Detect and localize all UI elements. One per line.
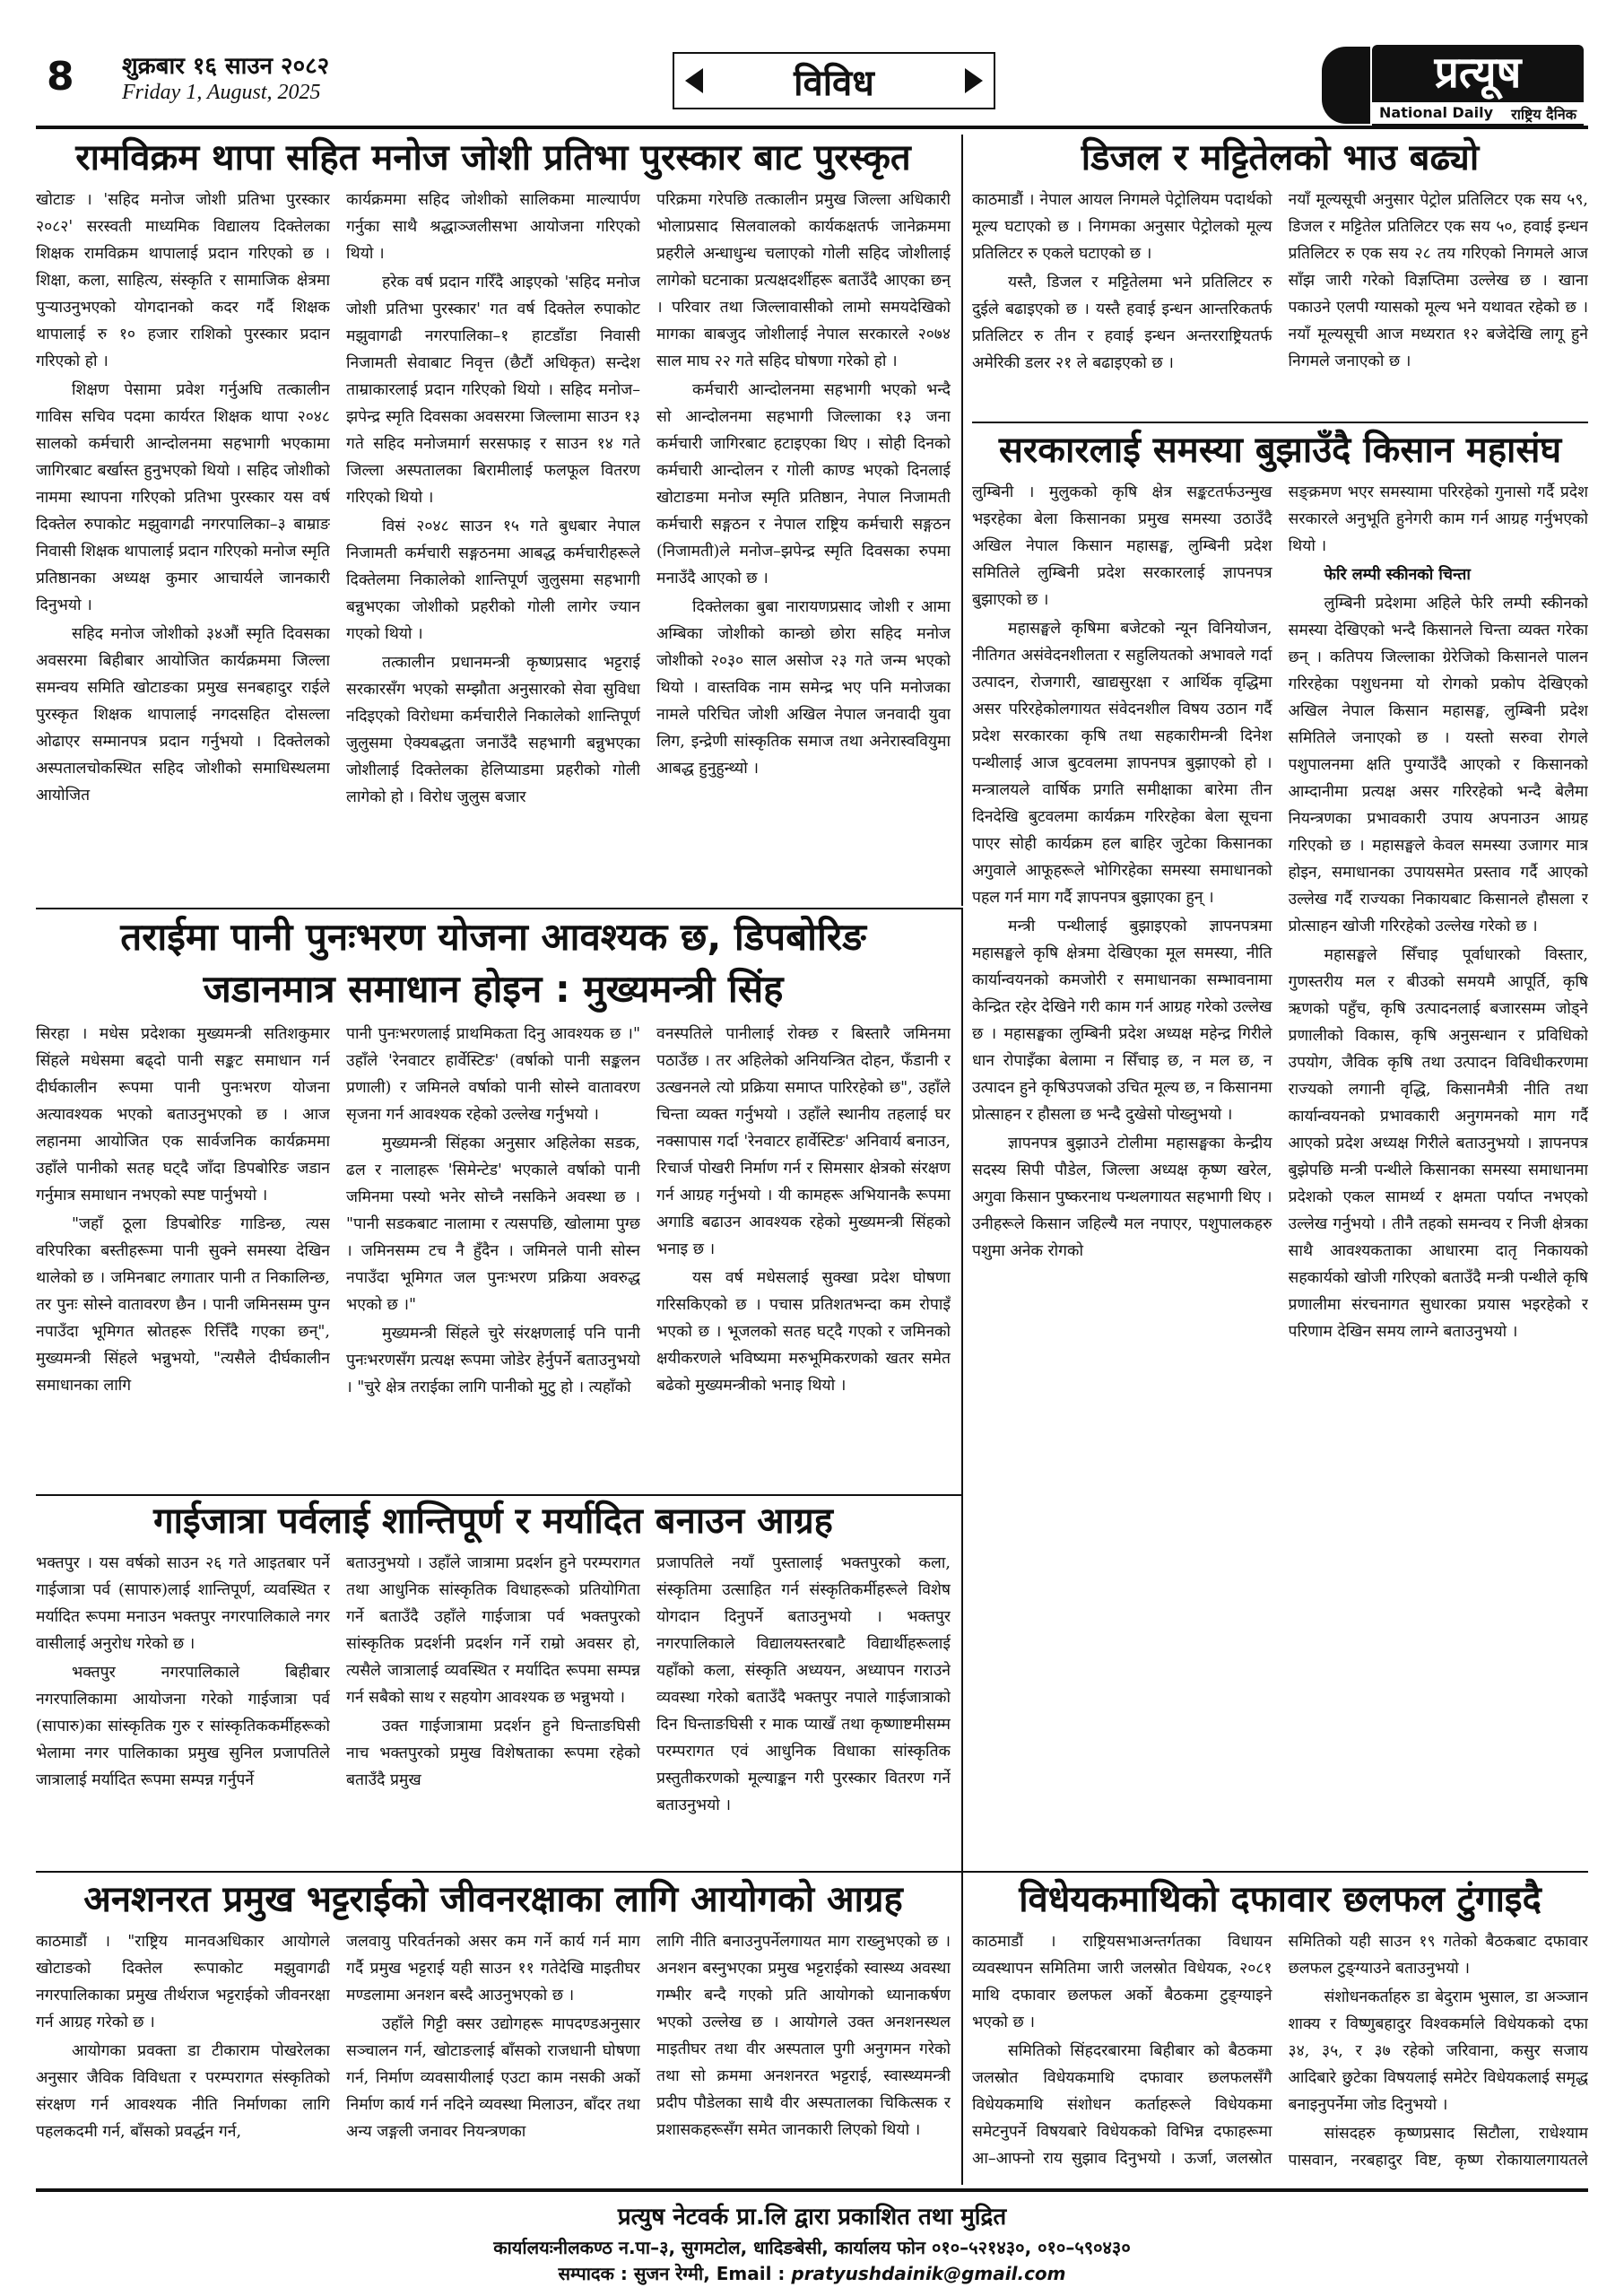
article-hunger-strike xyxy=(36,1876,951,2181)
paragraph: हरेक वर्ष प्रदान गरिँदै आइएको 'सहिद मनोज जोशी प्रतिभा पुरस्कार' गत वर्ष दिक्तेल रुपाकोट मझुवागढी नगरपालिका–१ हाटडाँडा निवासी निजामती सेवाबाट निवृत्त (छैटौं अधिकृत) सन्देश ताम्राकारलाई प्रदान गरिएको थियो । सहिद मनोज–झपेन्द्र स्मृति दिवसका अवसरमा जिल्लामा साउन १३ गते सहिद मनोजमार्ग सरसफाइ र साउन १४ गते जिल्ला अस्पतालका बिरामीलाई फलफूल वितरण गरिएको थियो । xyxy=(346,274,640,507)
office-address: कार्यालयःनीलकण्ठ न.पा–३, सुगमटोल, धादिङबेसी, कार्यालय फोन ०१०–५२१४३०, ०१०–५९०४३० xyxy=(493,2237,1131,2258)
paragraph: संशोधनकर्ताहरु डा बेदुराम भुसाल, डा अञ्जान शाक्य र विष्णुबहादुर विश्वकर्माले विधेयकको दफा ३४, ३५, र ३७ रहेको जरिवाना, कसुर सजाय आदिबारे छुटेका विषयलाई समेटेर विधेयकलाई समृद्ध बनाइनुपर्नेमा जोड दिनुभयो । xyxy=(1288,1988,1588,2114)
article-divider xyxy=(36,908,961,909)
article-terai-water xyxy=(36,911,951,1494)
date-nepali: शुक्रबार १६ साउन २०८२ xyxy=(122,53,330,80)
headline-terai-water-line2: जडानमात्र समाधान होइन : मुख्यमन्त्री सिंह xyxy=(203,967,784,1011)
paragraph: सङ्क्रमण भएर समस्यामा परिरहेको गुनासो गर्दै प्रदेश सरकारले अनुभूति हुनेगरी काम गर्न आग्रह गर्नुभएको थियो । xyxy=(1288,483,1588,555)
paragraph: नयाँ मूल्यसूची अनुसार पेट्रोल प्रतिलिटर एक सय ५९, डिजल र मट्टितेल प्रतिलिटर एक सय ५०, हवाई इन्धन प्रतिलिटर रु एक सय २८ तय गरिएको निगमले आज साँझ जारी गरेको विज्ञप्तिमा उल्लेख छ । खाना पकाउने एलपी ग्यासको मूल्य भने यथावत रहेको छ । नयाँ मूल्यसूची आज मध्यरात १२ बजेदेखि लागू हुने निगमले जनाएको छ । xyxy=(1288,191,1588,370)
triangle-right-icon xyxy=(965,68,983,93)
headline-manoj-award: रामविक्रम थापा सहित मनोज जोशी प्रतिभा पुरस्कार बाट पुरस्कृत xyxy=(75,137,911,178)
paragraph: मुख्यमन्त्री सिंहका अनुसार अहिलेका सडक, ढल र नालाहरू 'सिमेन्टेड' भएकाले वर्षाको पानी जमिनमा पस्यो भनेर सोच्नै नसकिने अवस्था छ । "पानी सडकबाट नालामा र त्यसपछि, खोलामा पुग्छ । जमिनसम्म टच नै हुँदैन । जमिनले पानी सोस्न नपाउँदा भूमिगत जल पुनःभरण प्रक्रिया अवरुद्ध भएको छ ।" xyxy=(346,1135,640,1314)
column xyxy=(972,1928,1272,2176)
paragraph: काठमाडौं । नेपाल आयल निगमले पेट्रोलियम पदार्थको मूल्य घटाएको छ । निगमका अनुसार पेट्रोलको मूल्य प्रतिलिटर रु एकले घटाएको छ । xyxy=(972,191,1272,263)
paragraph: लागि नीति बनाउनुपर्नेलगायत माग राख्नुभएको छ । अनशन बस्नुभएका प्रमुख भट्टराईको स्वास्थ्य अवस्था गम्भीर बन्दै गएको प्रति आयोगको ध्यानाकर्षण भएको उल्लेख छ । आयोगले उक्त अनशनस्थल माइतीघर तथा वीर अस्पताल पुगी अनुगमन गरेको तथा सो क्रममा अनशनरत भट्टराई, स्वास्थ्यमन्त्री प्रदीप पौडेलका साथै वीर अस्पतालका चिकित्सक र प्रशासकहरूसँग समेत जानकारी लिएको थियो । xyxy=(656,1933,951,2139)
headline-gaijatra: गाईजात्रा पर्वलाई शान्तिपूर्ण र मर्यादित बनाउन आग्रह xyxy=(153,1500,833,1542)
article-divider xyxy=(972,422,1588,423)
article-gaijatra xyxy=(36,1498,951,1866)
paragraph: लुम्बिनी प्रदेशमा अहिले फेरि लम्पी स्कीनको समस्या देखिएको भन्दै किसानले चिन्ता व्यक्त गरेका छन् । कतिपय जिल्लाका ग्रेरेजिको किसानले पालन गरिरहेका पशुधनमा यो रोगको प्रकोप देखिएको अखिल नेपाल किसान महासङ्घ, लुम्बिनी प्रदेश समितिले जनाएको छ । यस्तो सरुवा रोगले पशुपालनमा क्षति पुग्याउँदै आएको र किसानको आम्दानीमा प्रत्यक्ष असर गरिरहेको भन्दै बेलैमा नियन्त्रणका प्रभावकारी उपाय अपनाउन आग्रह गरिएको छ । महासङ्घले केवल समस्या उजागर मात्र होइन, समाधानका उपायसमेत प्रस्ताव गर्दै आएको उल्लेख गर्दै राज्यका निकायबाट किसानले हौसला र प्रोत्साहन खोजी गरिरहेको उल्लेख गरेको छ । xyxy=(1288,595,1588,935)
paragraph: आयोगका प्रवक्ता डा टीकाराम पोखरेलका अनुसार जैविक विविधता र परम्परागत संस्कृतिको संरक्षण गर्न आवश्यक नीति निर्माणका लागि पहलकदमी गर्न, बाँसको प्रवर्द्धन गर्न, xyxy=(36,2042,330,2141)
column xyxy=(36,1928,330,2176)
column xyxy=(1289,1928,1589,2176)
paragraph: मन्त्री पन्थीलाई बुझाइएको ज्ञापनपत्रमा महासङ्घले कृषि क्षेत्रमा देखिएका मूल समस्या, नीति कार्यान्वयनको कमजोरी र समाधानका सम्भावनामा केन्द्रित रहेर देखिने गरी काम गर्न आग्रह गरेको उल्लेख छ । महासङ्घका लुम्बिनी प्रदेश अध्यक्ष महेन्द्र गिरीले धान रोपाइँका बेलामा न सिँचाइ छ, न मल छ, न उत्पादन हुने कृषिउपजको उचित मूल्य छ, न किसानमा प्रोत्साहन र हौसला छ भन्दै दुखेसो पोख्नुभयो । xyxy=(972,918,1272,1124)
paragraph: कार्यक्रममा सहिद जोशीको सालिकमा माल्यार्पण गर्नुका साथै श्रद्धाञ्जलीसभा आयोजना गरिएको थियो । xyxy=(346,191,640,263)
paragraph: तत्कालीन प्रधानमन्त्री कृष्णप्रसाद भट्टराई सरकारसँग भएको सम्झौता अनुसारको सेवा सुविधा नदिइएको विरोधमा कर्मचारीले निकालेको शान्तिपूर्ण जुलुसमा ऐक्यबद्धता जनाउँदै सहभागी बन्नुभएका जोशीलाई दिक्तेलका हेलिप्याडमा प्रहरीको गोली लागेको हो । विरोध जुलुस बजार xyxy=(346,654,640,806)
headline-terai-water-line1: तराईमा पानी पुनःभरण योजना आवश्यक छ, डिपबोरिङ xyxy=(120,915,866,959)
article-columns xyxy=(36,187,951,895)
column xyxy=(972,187,1272,415)
column xyxy=(346,1928,640,2176)
section-label-box xyxy=(673,52,995,109)
column xyxy=(656,187,951,895)
column xyxy=(656,1021,951,1487)
masthead xyxy=(36,36,1588,133)
paragraph: दिक्तेलका बुबा नारायणप्रसाद जोशी र आमा अम्बिका जोशीको कान्छो छोरा सहिद मनोज जोशीको २०३० साल असोज २३ गते जन्म भएको थियो । वास्तविक नाम समेन्द्र भए पनि मनोजका नामले परिचित जोशी अखिल नेपाल जनवादी युवा लिग, इन्द्रेणी सांस्कृतिक समाज तथा अनेरास्ववियुमा आबद्ध हुनुहुन्थ्यो । xyxy=(656,598,951,778)
article-diesel-price xyxy=(972,135,1588,422)
masthead-rule xyxy=(36,126,1588,129)
logo-subtitle-nepali: राष्ट्रिय दैनिक xyxy=(1511,106,1576,123)
paragraph: परिक्रमा गरेपछि तत्कालीन प्रमुख जिल्ला अधिकारी भोलाप्रसाद सिलवालको कार्यकक्षतर्फ जानेक्रममा प्रहरीले अन्धाधुन्ध चलाएको गोली सहिद जोशीलाई लागेको घटनाका प्रत्यक्षदर्शीहरू बताउँदै आएका छन् । परिवार तथा जिल्लावासीको लामो समयदेखिको मागका बाबजुद जोशीलाई नेपाल सरकारले २०७४ साल माघ २२ गते सहिद घोषणा गरेको हो । xyxy=(656,191,951,370)
column xyxy=(36,1550,330,1859)
column xyxy=(346,1021,640,1487)
column xyxy=(1289,187,1589,415)
article-divider xyxy=(36,1494,961,1496)
paragraph: महासङ्घले कृषिमा बजेटको न्यून विनियोजन, नीतिगत असंवेदनशीलता र सहुलियतको अभावले गर्दा उत्पादन, रोजगारी, खाद्यसुरक्षा र आर्थिक वृद्धिमा असर परिरहेकोलगायत संवेदनशील विषय उठान गर्दै प्रदेश सरकारका कृषि तथा सहकारीमन्त्री दिनेश पन्थीलाई आज बुटवलमा ज्ञापनपत्र बुझाएको हो । मन्त्रालयले वार्षिक प्रगति समीक्षाका बारेमा तीन दिनदेखि बुटवलमा कार्यक्रम गरिरहेका बेला सूचना पाएर सोही कार्यक्रम हल बाहिर जुटेका किसानका अगुवाले आफूहरूले भोगिरहेका समस्या समाधानको पहल गर्न माग गर्दै ज्ञापनपत्र बुझाएका हुन् । xyxy=(972,620,1272,907)
article-divider xyxy=(36,1871,1588,1873)
paragraph: शिक्षण पेसामा प्रवेश गर्नुअघि तत्कालीन गाविस सचिव पदमा कार्यरत शिक्षक थापा २०४८ सालको कर्मचारी आन्दोलनमा सहभागी भएकामा जागिरबाट बर्खास्त हुनुभएको थियो । सहिद जोशीको नाममा स्थापना गरिएको प्रतिभा पुरस्कार यस वर्ष दिक्तेल रुपाकोट मझुवागढी नगरपालिका–३ बाम्राङ निवासी शिक्षक थापालाई प्रदान गरिएको मनोज स्मृति प्रतिष्ठानका अध्यक्ष कुमार आचार्यले जानकारी दिनुभयो । xyxy=(36,381,330,614)
paragraph: पानी पुनःभरणलाई प्राथमिकता दिनु आवश्यक छ ।" उहाँले 'रेनवाटर हार्वेस्टिङ' (वर्षाको पानी सङ्कलन प्रणाली) र जमिनले वर्षाको पानी सोस्ने वातावरण सृजना गर्न आवश्यक रहेको उल्लेख गर्नुभयो । xyxy=(346,1025,640,1124)
paragraph: यस्तै, डिजल र मट्टितेलमा भने प्रतिलिटर रु दुईले बढाइएको छ । यस्तै हवाई इन्धन आन्तरिकतर्फ प्रतिलिटर रु तीन र हवाई इन्धन अन्तरराष्ट्रियतर्फ अमेरिकी डलर २१ ले बढाइएको छ । xyxy=(972,274,1272,372)
paragraph: वनस्पतिले पानीलाई रोक्छ र बिस्तारै जमिनमा पठाउँछ । तर अहिलेको अनियन्त्रित दोहन, फँडानी र उत्खननले त्यो प्रक्रिया समाप्त पारिरहेको छ", उहाँले चिन्ता व्यक्त गर्नुभयो । उहाँले स्थानीय तहलाई घर नक्सापास गर्दा 'रेनवाटर हार्वेस्टिङ' अनिवार्य बनाउन, रिचार्ज पोखरी निर्माण गर्न र सिमसार क्षेत्रको संरक्षण गर्न आग्रह गर्नुभयो । यी कामहरू अभियानकै रूपमा अगाडि बढाउन आवश्यक रहेको मुख्यमन्त्री सिंहको भनाइ छ । xyxy=(656,1025,951,1258)
article-columns xyxy=(36,1021,951,1487)
column xyxy=(656,1550,951,1859)
date-block xyxy=(122,48,329,105)
column xyxy=(972,479,1272,1865)
headline-bill-discussion: विधेयकमाथिको दफावार छलफल टुंगाइदै xyxy=(1019,1879,1541,1920)
column xyxy=(656,1928,951,2176)
paragraph: मुख्यमन्त्री सिंहले चुरे संरक्षणलाई पनि पानी पुनःभरणसँग प्रत्यक्ष रूपमा जोडेर हेर्नुपर्ने बताउनुभयो । "चुरे क्षेत्र तराईका लागि पानीको मुटु हो । त्यहाँको xyxy=(346,1325,640,1396)
paragraph: खोटाङ । 'सहिद मनोज जोशी प्रतिभा पुरस्कार २०८२' सरस्वती माध्यमिक विद्यालय दिक्तेलका शिक्षक रामविक्रम थापालाई प्रदान गरिएको छ । शिक्षा, कला, साहित्य, संस्कृति र सामाजिक क्षेत्रमा पुर्‍याउनुभएको योगदानको कदर गर्दै शिक्षक थापालाई रु १० हजार राशिको पुरस्कार प्रदान गरिएको हो । xyxy=(36,191,330,370)
logo-subtitle-english: National Daily xyxy=(1379,104,1494,121)
article-columns xyxy=(972,187,1588,415)
article-farmer-federation xyxy=(972,427,1588,1871)
article-manoj-award xyxy=(36,135,951,906)
paragraph: लुम्बिनी । मुलुकको कृषि क्षेत्र सङ्कटतर्फउन्मुख भइरहेका बेला किसानका प्रमुख समस्या उठाउँदै अखिल नेपाल किसान महासङ्घ, लुम्बिनी प्रदेश समितिले लुम्बिनी प्रदेश सरकारलाई ज्ञापनपत्र बुझाएको छ । xyxy=(972,483,1272,609)
paragraph: बताउनुभयो । उहाँले जात्रामा प्रदर्शन हुने परम्परागत तथा आधुनिक सांस्कृतिक विधाहरूको प्रतियोगिता गर्ने बताउँदै उहाँले गाईजात्रा पर्व भक्तपुरको सांस्कृतिक प्रदर्शनी प्रदर्शन गर्ने राम्रो अवसर हो, त्यसैले जात्रालाई व्यवस्थित र मर्यादित रूपमा सम्पन्न गर्न सबैको साथ र सहयोग आवश्यक छ भन्नुभयो । xyxy=(346,1554,640,1707)
paragraph: यस वर्ष मधेसलाई सुक्खा प्रदेश घोषणा गरिसकिएको छ । पचास प्रतिशतभन्दा कम रोपाइँ भएको छ । भूजलको सतह घट्दै गएको र जमिनको क्षयीकरणले भविष्यमा मरुभूमिकरणको खतर समेत बढेको मुख्यमन्त्रीको भनाइ थियो । xyxy=(656,1269,951,1395)
article-bill-discussion xyxy=(972,1876,1588,2181)
column xyxy=(36,187,330,895)
paragraph: सांसदहरु कृष्णप्रसाद सिटौला, राधेश्याम पासवान, नरबहादुर विष्ट, कृष्ण रोकायालगायतले xyxy=(1288,2125,1588,2170)
paragraph: सिरहा । मधेस प्रदेशका मुख्यमन्त्री सतिशकुमार सिंहले मधेसमा बढ्दो पानी सङ्कट समाधान गर्न दीर्घकालीन रूपमा पानी पुनःभरण योजना अत्यावश्यक भएको बताउनुभएको छ । आज लहानमा आयोजित एक सार्वजनिक कार्यक्रममा उहाँले पानीको सतह घट्दै जाँदा डिपबोरिङ जडान गर्नुमात्र समाधान नभएको स्पष्ट पार्नुभयो । xyxy=(36,1025,330,1205)
paragraph: समितिको सिंहदरबारमा बिहीबार को बैठकमा जलस्रोत विधेयकमाथि दफावार छलफलसँगै विधेयकमाथि संशोधन कर्ताहरूले विधेयकमा समेटनुपर्ने विषयबारे विधेयकको विभिन्न दफाहरूमा आ–आफ्नो राय सुझाव दिनुभयो । ऊर्जा, जलस्रोत xyxy=(972,2042,1272,2168)
page-number: 8 xyxy=(47,54,74,100)
paragraph: उक्त गाईजात्रामा प्रदर्शन हुने घिन्ताङघिसी नाच भक्तपुरको प्रमुख विशेषताका रूपमा रहेको बताउँदै प्रमुख xyxy=(346,1718,640,1789)
headline-farmer-federation: सरकारलाई समस्या बुझाउँदै किसान महासंघ xyxy=(998,430,1562,471)
newspaper-logo xyxy=(1318,41,1587,127)
paragraph: प्रजापतिले नयाँ पुस्तालाई भक्तपुरको कला, संस्कृतिमा उत्साहित गर्न संस्कृतिकर्मीहरूले विशेष योगदान दिनुपर्ने बताउनुभयो । भक्तपुर नगरपालिकाले विद्यालयस्तरबाटै विद्यार्थीहरूलाई यहाँको कला, संस्कृति अध्ययन, अध्यापन गराउने व्यवस्था गरेको बताउँदै भक्तपुर नपाले गाईजात्राको दिन घिन्ताङघिसी र माक प्याखँ तथा कृष्णाष्टमीसम्म परम्परागत एवं आधुनिक विधाका सांस्कृतिक प्रस्तुतीकरणको मूल्याङ्कन गरी पुरस्कार वितरण गर्ने बताउनुभयो । xyxy=(656,1554,951,1814)
article-columns xyxy=(972,479,1588,1865)
editor-line xyxy=(36,2261,1588,2285)
paragraph: महासङ्घले सिँचाइ पूर्वाधारको विस्तार, गुणस्तरीय मल र बीउको समयमै आपूर्ति, कृषि ऋणको पहुँच, कृषि उत्पादनलाई बजारसम्म जोड्ने प्रणालीको विकास, कृषि अनुसन्धान र प्रविधिको उपयोग, जैविक कृषि तथा उत्पादन विविधीकरणमा राज्यको लगानी वृद्धि, किसानमैत्री नीति तथा कार्यान्वयनको प्रभावकारी अनुगमनको माग गर्दै आएको प्रदेश अध्यक्ष गिरीले बताउनुभयो । ज्ञापनपत्र बुझेपछि मन्त्री पन्थीले किसानका समस्या समाधानमा प्रदेशको एकल सामर्थ्य र क्षमता पर्याप्त नभएको उल्लेख गर्नुभयो । तीनै तहको समन्वय र निजी क्षेत्रका साथै आवश्यकताका आधारमा दातृ निकायको सहकार्यको खोजी गरिएको बताउँदै मन्त्री पन्थीले कृषि प्रणालीमा संरचनागत सुधारका प्रयास भइरहेको र परिणाम देखिन समय लाग्ने बताउनुभयो । xyxy=(1288,946,1588,1341)
logo-title: प्रत्यूष xyxy=(1372,45,1584,102)
date-english: Friday 1, August, 2025 xyxy=(122,81,321,104)
email-link[interactable]: pratyushdainik@gmail.com xyxy=(791,2263,1066,2284)
paragraph: समितिको यही साउन १९ गतेको बैठकबाट दफावार छलफल टुङ्ग्याउने बताउनुभयो । xyxy=(1288,1933,1588,1978)
triangle-left-icon xyxy=(685,68,703,93)
editor-name: सम्पादक : सुजन रेग्मी, Email : xyxy=(558,2263,786,2284)
column xyxy=(36,1021,330,1487)
paragraph: काठमाडौं । "राष्ट्रिय मानवअधिकार आयोगले खोटाङको दिक्तेल रूपाकोट मझुवागढी नगरपालिकाका प्रमुख तीर्थराज भट्टराईको जीवनरक्षा गर्न आग्रह गरेको छ । xyxy=(36,1933,330,2031)
subheading: फेरि लम्पी स्कीनको चिन्ता xyxy=(1324,566,1471,584)
imprint-footer xyxy=(36,2188,1588,2287)
paragraph: भक्तपुर । यस वर्षको साउन २६ गते आइतबार पर्ने गाईजात्रा पर्व (सापारु)लाई शान्तिपूर्ण, व्यवस्थित र मर्यादित रूपमा मनाउन भक्तपुर नगरपालिकाले नगर वासीलाई अनुरोध गरेको छ । xyxy=(36,1554,330,1653)
section-label: विविध xyxy=(794,62,874,104)
paragraph: "जहाँ ठूला डिपबोरिङ गाडिन्छ, त्यस वरिपरिका बस्तीहरूमा पानी सुक्ने समस्या देखिन थालेको छ । जमिनबाट लगातार पानी त निकालिन्छ, तर पुनः सोस्ने वातावरण छैन । पानी जमिनसम्म पुग्न नपाउँदा भूमिगत स्रोतहरू रित्तिँदै गएका छन्", मुख्यमन्त्री सिंहले भन्नुभयो, "त्यसैले दीर्घकालीन समाधानका लागि xyxy=(36,1215,330,1395)
article-columns xyxy=(36,1550,951,1859)
column xyxy=(346,1550,640,1859)
article-columns xyxy=(972,1928,1588,2176)
paragraph: ज्ञापनपत्र बुझाउने टोलीमा महासङ्घका केन्द्रीय सदस्य सिपी पौडेल, जिल्ला अध्यक्ष कृष्ण खरेल, अगुवा किसान पुष्करनाथ पन्थलगायत सहभागी थिए । उनीहरूले किसान जहिल्यै मल नपाएर, पशुपालकहरु पशुमा अनेक रोगको xyxy=(972,1135,1272,1260)
logo-mark-icon xyxy=(1322,47,1370,124)
column xyxy=(346,187,640,895)
paragraph: सहिद मनोज जोशीको ३४औं स्मृति दिवसका अवसरमा बिहीबार आयोजित कार्यक्रममा जिल्ला समन्वय समिति खोटाङका प्रमुख सनबहादुर राईले पुरस्कृत शिक्षक थापालाई नगदसहित दोसल्ला ओढाएर सम्मानपत्र प्रदान गर्नुभयो । दिक्तेलको अस्पतालचोकस्थित सहिद जोशीको समाधिस्थलमा आयोजित xyxy=(36,625,330,804)
column-divider xyxy=(961,1871,963,2185)
paragraph: विसं २०४८ साउन १५ गते बुधबार नेपाल निजामती कर्मचारी सङ्गठनमा आबद्ध कर्मचारीहरूले दिक्तेलमा निकालेको शान्तिपूर्ण जुलुसमा सहभागी बन्नुभएका जोशीको प्रहरीको गोली लागेर ज्यान गएको थियो । xyxy=(346,517,640,643)
paragraph: भक्तपुर नगरपालिकाले बिहीबार नगरपालिकामा आयोजना गरेको गाईजात्रा पर्व (सापारु)का सांस्कृतिक गुरु र सांस्कृतिककर्मीहरूको भेलामा नगर पालिकाका प्रमुख सुनिल प्रजापतिले जात्रालाई मर्यादित रूपमा सम्पन्न गर्नुपर्ने xyxy=(36,1664,330,1789)
headline-diesel-price: डिजल र मट्टितेलको भाउ बढ्यो xyxy=(1081,137,1480,178)
paragraph: कर्मचारी आन्दोलनमा सहभागी भएको भन्दै सो आन्दोलनमा सहभागी जिल्लाका १३ जना कर्मचारी जागिरबाट हटाइएका थिए । सोही दिनको कर्मचारी आन्दोलन र गोली काण्ड भएको दिनलाई खोटाङमा मनोज स्मृति प्रतिष्ठान, नेपाल निजामती कर्मचारी सङ्गठन र नेपाल राष्ट्रिय कर्मचारी सङ्गठन (निजामती)ले मनोज–झपेन्द्र स्मृति दिवसका रुपमा मनाउँदै आएको छ । xyxy=(656,381,951,587)
column-divider xyxy=(961,908,963,1871)
headline-hunger-strike: अनशनरत प्रमुख भट्टराईको जीवनरक्षाका लागि आयोगको आग्रह xyxy=(83,1879,903,1920)
paragraph: काठमाडौं । राष्ट्रियसभाअन्तर्गतका विधायन व्यवस्थापन समितिमा जारी जलस्रोत विधेयक, २०८१ माथि दफावार छलफल अर्को बैठकमा टुङ्ग्याइने भएको छ । xyxy=(972,1933,1272,2031)
paragraph: जलवायु परिवर्तनको असर कम गर्ने कार्य गर्न माग गर्दै प्रमुख भट्टराई यही साउन ११ गतेदेखि माइतीघर मण्डलामा अनशन बस्दै आउनुभएको छ । xyxy=(346,1933,640,2005)
column-divider xyxy=(961,135,963,906)
paragraph: उहाँले गिट्टी क्सर उद्योगहरू मापदण्डअनुसार सञ्चालन गर्न, खोटाङलाई बाँसको राजधानी घोषणा गर्न, निर्माण व्यवसायीलाई एउटा काम नसकी अर्को निर्माण कार्य गर्न नदिने व्यवस्था मिलाउन, बाँदर तथा अन्य जङ्गली जनावर नियन्त्रणका xyxy=(346,2015,640,2141)
logo-subtitle xyxy=(1372,104,1584,126)
publisher-line: प्रत्युष नेटवर्क प्रा.लि द्वारा प्रकाशित तथा मुद्रित xyxy=(617,2204,1007,2231)
column xyxy=(1289,479,1589,1865)
article-columns xyxy=(36,1928,951,2176)
